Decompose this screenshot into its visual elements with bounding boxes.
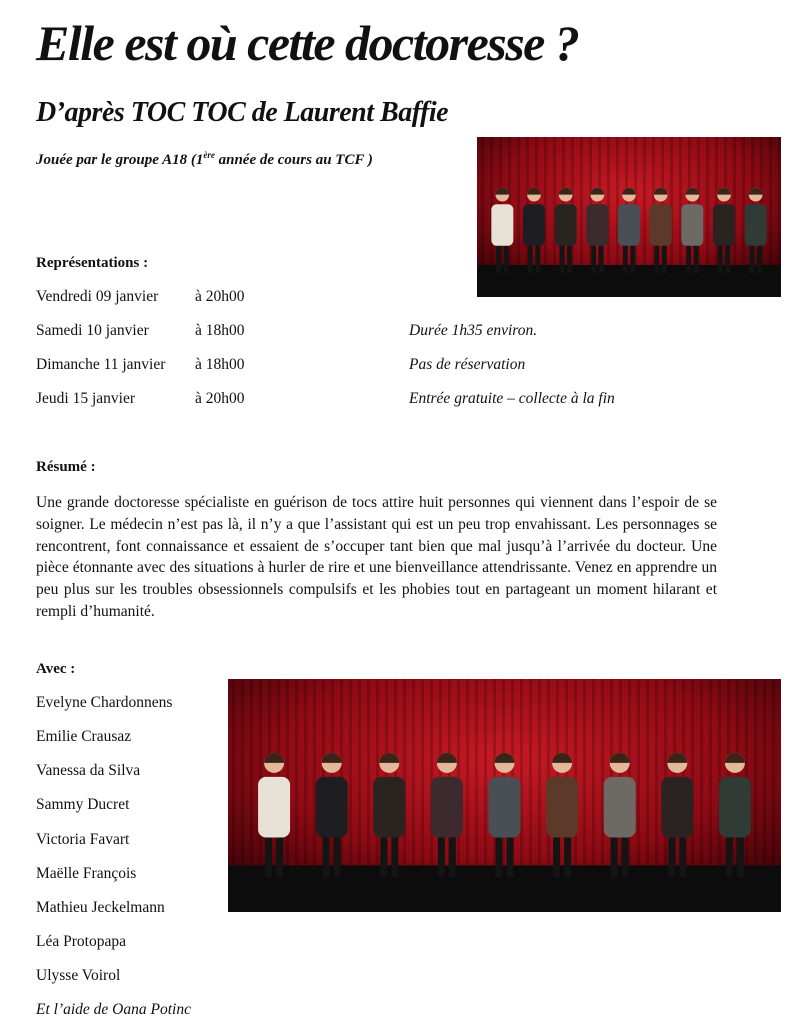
played-by-suffix: année de cours au TCF ) [214,152,373,168]
curtain-fold [403,679,406,865]
performance-day: Jeudi 15 janvier [36,390,136,407]
curtain-fold [517,137,520,265]
cast-label: Avec : [36,661,76,677]
curtain-fold [616,137,619,265]
entry-info: Entrée gratuite – collecte à la fin [409,390,615,407]
curtain-fold [742,137,745,265]
performance-time: à 18h00 [195,356,245,373]
curtain-fold [646,679,649,865]
curtain-fold [313,679,316,865]
curtain-fold [457,679,460,865]
curtain-fold [655,679,658,865]
curtain-fold [772,679,775,865]
performance-day: Dimanche 11 janvier [36,356,166,373]
curtain-fold [700,679,703,865]
curtain-fold [547,679,550,865]
curtain-fold [670,137,673,265]
curtain-fold [709,679,712,865]
curtain-fold [607,137,610,265]
played-by-superscript: ère [203,150,215,160]
cast-member: Sammy Ducret [36,796,130,813]
curtain-fold [295,679,298,865]
performance-time: à 20h00 [195,390,245,407]
cast-member: Mathieu Jeckelmann [36,899,165,916]
curtain-fold [691,679,694,865]
performance-row [36,357,245,373]
curtain-fold [430,679,433,865]
curtain-fold [715,137,718,265]
curtain-fold [490,137,493,265]
poster-title: Elle est où cette doctoresse ? [36,15,579,71]
stage-floor [477,265,781,297]
stage-photo-top [477,137,781,297]
performance-row [36,391,245,407]
curtain-fold [733,137,736,265]
cast-member: Ulysse Voirol [36,967,121,984]
curtain-fold [466,679,469,865]
curtain-fold [763,679,766,865]
cast-member: Vanessa da Silva [36,762,141,779]
summary-label: Résumé : [36,459,96,475]
cast-photo-large [228,679,781,912]
curtain-fold [553,137,556,265]
performance-time: à 18h00 [195,322,245,339]
curtain-fold [574,679,577,865]
curtain-fold [481,137,484,265]
cast-member: Victoria Favart [36,831,130,848]
curtain-fold [259,679,262,865]
cast-member: Maëlle François [36,865,137,882]
curtain-fold [421,679,424,865]
curtain-fold [232,679,235,865]
curtain-fold [349,679,352,865]
performance-day: Samedi 10 janvier [36,322,149,339]
curtain-fold [376,679,379,865]
poster-subtitle: D’après TOC TOC de Laurent Baffie [36,97,449,128]
cast-help-credit: Et l’aide de Oana Potinc [36,1001,191,1018]
curtain-fold [718,679,721,865]
curtain-fold [706,137,709,265]
curtain-fold [592,679,595,865]
reservation-info: Pas de réservation [409,356,526,373]
curtain-fold [358,679,361,865]
cast-member: Emilie Crausaz [36,728,132,745]
curtain-fold [367,679,370,865]
curtain-fold [286,679,289,865]
performance-day: Vendredi 09 janvier [36,288,159,305]
stage-photo-bottom [228,679,781,912]
curtain-fold [601,679,604,865]
curtain-fold [538,679,541,865]
curtain-fold [484,679,487,865]
curtain-fold [412,679,415,865]
cast-member: Léa Protopapa [36,933,126,950]
curtain-fold [475,679,478,865]
played-by-prefix: Jouée par le groupe A18 (1 [36,152,204,168]
curtain-fold [679,137,682,265]
played-by-line [36,150,373,169]
curtain-fold [520,679,523,865]
curtain-fold [769,137,772,265]
performance-row [36,289,245,305]
cast-photo-small [477,137,781,297]
curtain-fold [754,679,757,865]
curtain-fold [544,137,547,265]
curtain-fold [778,137,781,265]
curtain-fold [580,137,583,265]
stage-floor [228,865,781,912]
performances-label: Représentations : [36,255,149,271]
performance-row [36,323,245,339]
curtain-fold [304,679,307,865]
summary-text: Une grande doctoresse spécialiste en guérison de tocs attire huit personnes qui viennent dans l’espoir de se soigner. Le médecin n’est pas là, il n’y a que l’assistant qui est un peu trop envahissant. Les personnages se rencontrent, font connaissance et essaient de s’occuper tant bien que mal jusqu’à l’arrivée du docteur. Une pièce étonnante avec des situations à hurler de rire et une bienveillance attendrissante. Venez en apprendre un peu plus sur les troubles obsessionnels compulsifs et les phobies tout en partageant un moment hilarant et rempli d’humanité. [36,494,717,620]
curtain-fold [529,679,532,865]
curtain-fold [583,679,586,865]
curtain-fold [643,137,646,265]
curtain-fold [664,679,667,865]
duration-info: Durée 1h35 environ. [409,322,538,339]
curtain-fold [250,679,253,865]
curtain-fold [637,679,640,865]
cast-member: Evelyne Chardonnens [36,694,173,711]
performance-time: à 20h00 [195,288,245,305]
curtain-fold [241,679,244,865]
curtain-fold [745,679,748,865]
